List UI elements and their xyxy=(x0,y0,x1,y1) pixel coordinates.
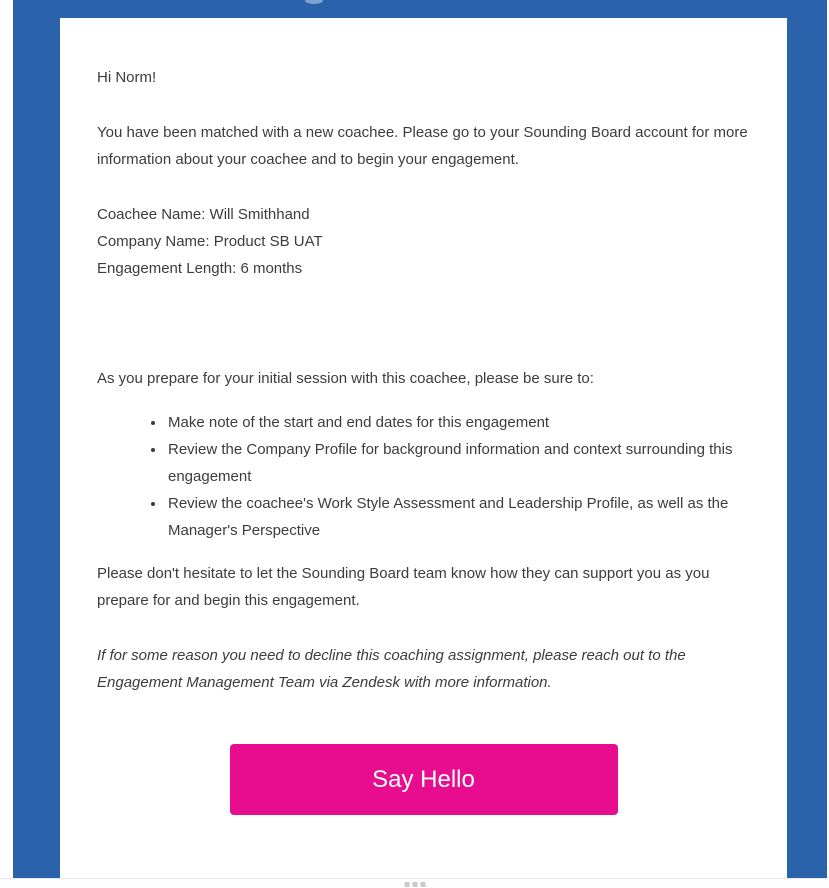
email-card xyxy=(60,18,787,878)
checklist-item: • Review the coachee's Work Style Assessment and Leadership Profile, as well as the Manager's Perspective xyxy=(166,490,750,544)
ellipsis-dot xyxy=(404,882,409,887)
ellipsis-dot xyxy=(420,882,425,887)
page-bottom-strip xyxy=(0,878,829,888)
coachee-name-line: Coachee Name: Will Smithhand xyxy=(97,206,310,223)
say-hello-button[interactable]: Say Hello xyxy=(230,744,618,815)
email-body xyxy=(60,18,787,815)
intro-paragraph: You have been matched with a new coachee. Please go to your Sounding Board account for more information about your coachee and to begin your engagement. xyxy=(97,124,748,168)
company-name-line: Company Name: Product SB UAT xyxy=(97,233,323,250)
ellipsis-icon[interactable] xyxy=(404,882,425,887)
logo-remnant xyxy=(305,0,323,4)
greeting-text: Hi Norm! xyxy=(97,69,157,86)
checklist-item: • Make note of the start and end dates for this engagement xyxy=(166,409,750,436)
prepare-intro-paragraph: As you prepare for your initial session with this coachee, please be sure to: xyxy=(97,370,594,387)
coachee-details xyxy=(97,201,750,282)
decline-note: If for some reason you need to decline this coaching assignment, please reach out to the Engagement Management Team via Zendesk with more information. xyxy=(97,647,686,691)
ellipsis-dot xyxy=(412,882,417,887)
email-background xyxy=(13,0,827,878)
cta-row xyxy=(97,744,750,815)
prepare-checklist xyxy=(97,409,750,544)
support-paragraph: Please don't hesitate to let the Sounding Board team know how they can support you as you prepare for and begin this engagement. xyxy=(97,565,710,609)
checklist-item: • Review the Company Profile for background information and context surrounding this engagement xyxy=(166,436,750,490)
engagement-length-line: Engagement Length: 6 months xyxy=(97,260,303,277)
